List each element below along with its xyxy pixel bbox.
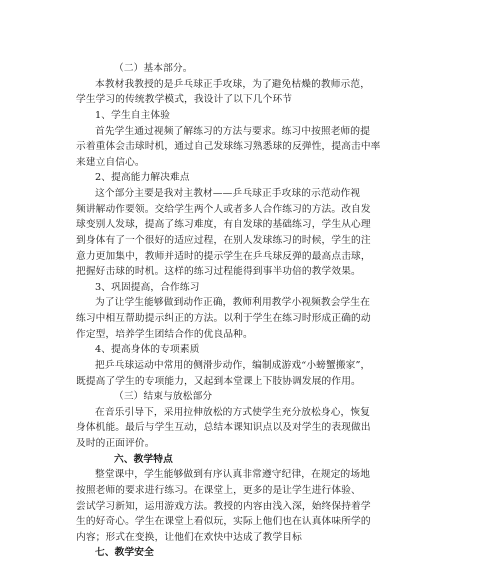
subheading-self-experience: 1、学生自主体验 (95, 109, 171, 121)
paragraph-line: 频讲解动作要领。交给学生两个人或者多人合作练习的方法。改自发 (76, 203, 371, 215)
section-heading-ending: （三）结束与放松部分 (114, 391, 213, 403)
paragraph-line: 既提高了学生的专项能力，又起到本堂课上下肢协调发展的作用。 (76, 375, 361, 387)
paragraph-line: 球变别人发球，提高了练习难度，有自发球的基础练习，学生从心理 (76, 219, 371, 231)
paragraph-line: 及时的正面评价。 (76, 438, 155, 449)
paragraph-line: 为了让学生能够做到动作正确，教师利用教学小视频教会学生在 (95, 297, 371, 309)
paragraph-line: 生的好奇心。学生在课堂上看似玩，实际上他们也在认真体味所学的 (76, 516, 371, 528)
paragraph-line: 作定型，培养学生团结合作的优良品种。 (76, 328, 253, 340)
subheading-physical-quality: 4、提高身体的专项素质 (95, 344, 200, 356)
section-heading: 六、教学特点 (114, 453, 173, 465)
paragraph-line: 首先学生通过视频了解练习的方法与要求。练习中按照老师的提 (95, 125, 371, 137)
paragraph-line: 把握好击球的时机。这样的练习过程能得到事半功倍的教学效果。 (76, 266, 361, 278)
paragraph-line: 示着重体会击球时机，通过自己发球练习熟悉球的反弹性，提高击中率 (76, 141, 381, 153)
paragraph-line: 身体机能。最后与学生互动，总结本课知识点以及对学生的表现做出 (76, 422, 371, 434)
paragraph-line: 学生学习的传统教学模式，我设计了以下几个环节 (76, 94, 293, 106)
section-heading: 七、教学安全 (95, 547, 154, 559)
paragraph-line: 练习中相互帮助提示纠正的方法。以利于学生在练习时形成正确的动 (76, 313, 371, 324)
paragraph-line: 内容；形式在变换，让他们在欢快中达成了教学目标 (76, 531, 302, 543)
paragraph-line: 按照老师的要求进行练习。在课堂上，更多的是让学生进行体验、 (76, 484, 361, 496)
paragraph-line: 本教材我教授的是乒乓球正手攻球，为了避免枯燥的教师示范， (95, 78, 371, 90)
subheading-consolidate: 3、巩固提高，合作练习 (95, 281, 200, 293)
paragraph-line: 到身体有了一个很好的适应过程，在别人发球练习的时候，学生的注 (76, 234, 371, 246)
paragraph-line: 来建立自信心。 (76, 156, 145, 168)
paragraph-line: 整堂课中，学生能够做到有序认真非常遵守纪律，在规定的场地 (95, 469, 371, 481)
paragraph-line: 这个部分主要是我对主教材——乒乓球正手攻球的示范动作视 (95, 188, 361, 199)
paragraph-line: 尝试学习新知，运用游戏方法。教授的内容由浅入深，始终保持着学 (76, 500, 371, 512)
subheading-improve-ability: 2、提高能力解决难点 (95, 172, 190, 184)
paragraph-line: 意力更加集中，教师并适时的提示学生在乒乓球反弹的最高点击球， (76, 250, 371, 262)
paragraph-line: 把乒乓球运动中常用的侧滑步动作，编制成游戏“小螃蟹搬家”， (95, 359, 371, 371)
section-heading-basic: （二）基本部分。 (114, 63, 193, 74)
paragraph-line: 在音乐引导下，采用拉伸放松的方式使学生充分放松身心，恢复 (95, 406, 371, 418)
